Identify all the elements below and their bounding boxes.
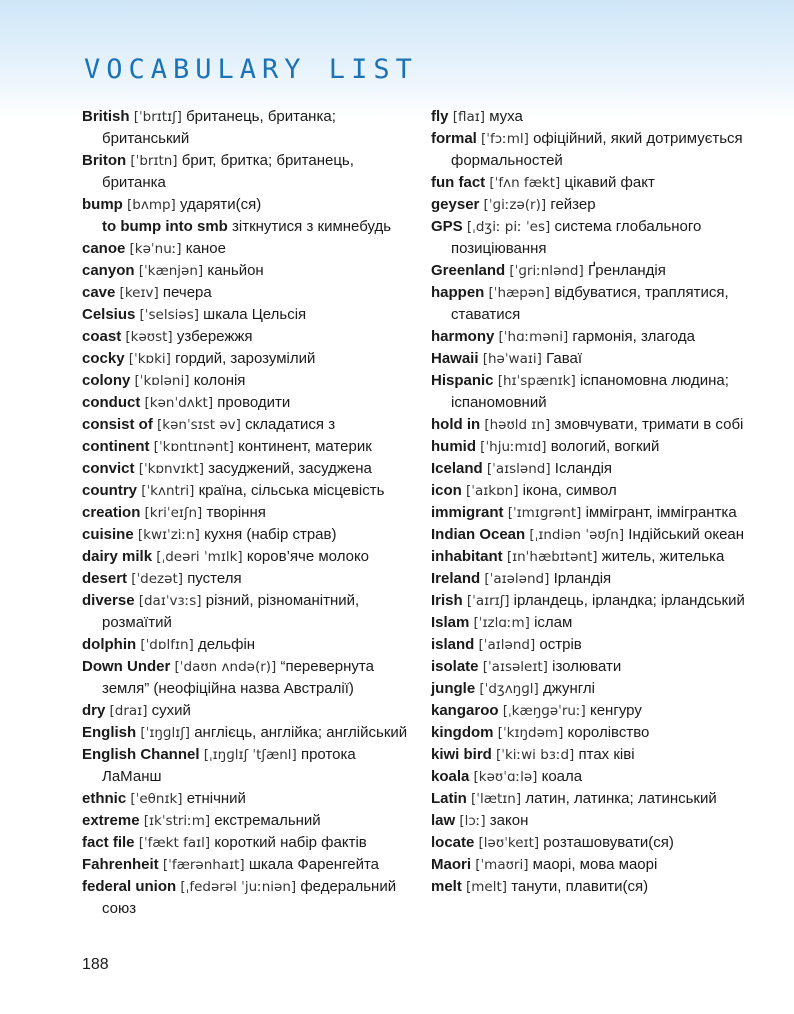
- vocabulary-entry: [431, 502, 771, 524]
- vocabulary-column-right: [431, 106, 771, 898]
- entry-translation: вологий, вогкий: [550, 438, 660, 455]
- entry-headword: dry: [82, 702, 106, 719]
- entry-translation: латин, латинка; латинський: [525, 790, 717, 807]
- entry-translation: шкала Цельсія: [203, 306, 307, 323]
- vocabulary-entry: [431, 876, 771, 898]
- vocabulary-entry: [82, 788, 412, 810]
- vocabulary-entry: [82, 634, 412, 656]
- entry-translation: Гаваї: [546, 350, 583, 367]
- vocabulary-entry: [431, 634, 771, 656]
- entry-headword: English Channel: [82, 746, 200, 763]
- entry-translation: каньйон: [207, 262, 264, 279]
- entry-headword: country: [82, 482, 138, 499]
- vocabulary-entry: [82, 810, 412, 832]
- entry-headword: Maori: [431, 856, 472, 873]
- entry-headword: kiwi bird: [431, 746, 492, 763]
- entry-headword: canyon: [82, 262, 135, 279]
- vocabulary-entry: [431, 436, 771, 458]
- vocabulary-entry: [82, 568, 412, 590]
- entry-transcription: [ˌdʒiː piː ˈes]: [466, 219, 551, 235]
- entry-headword: Ireland: [431, 570, 481, 587]
- entry-headword: ethnic: [82, 790, 127, 807]
- entry-transcription: [ˌdeəri ˈmɪlk]: [156, 549, 243, 565]
- entry-translation: джунглі: [543, 680, 595, 697]
- entry-translation: житель, жителька: [601, 548, 725, 565]
- entry-transcription: [kənˈdʌkt]: [144, 395, 214, 411]
- entry-translation: зіткнутися з кимнебудь: [232, 218, 392, 235]
- entry-headword: diverse: [82, 592, 135, 609]
- vocabulary-entry: [431, 524, 771, 546]
- entry-translation: складатися з: [245, 416, 336, 433]
- vocabulary-entry: [82, 876, 412, 920]
- entry-translation: гейзер: [550, 196, 596, 213]
- entry-transcription: [ˈɪmɪɡrənt]: [507, 505, 582, 521]
- vocabulary-entry: [82, 832, 412, 854]
- entry-headword: kangaroo: [431, 702, 499, 719]
- vocabulary-entry: [431, 700, 771, 722]
- entry-transcription: [həˈwaɪi]: [482, 351, 542, 367]
- entry-translation: кухня (набір страв): [204, 526, 337, 543]
- entry-translation: система глобального позиціювання: [451, 218, 702, 257]
- entry-transcription: [ˈkɒntɪnənt]: [153, 439, 234, 455]
- entry-transcription: [kəˈnuː]: [129, 241, 182, 257]
- vocabulary-entry: [431, 172, 771, 194]
- entry-transcription: [ˈeθnɪk]: [130, 791, 183, 807]
- vocabulary-entry: [431, 656, 771, 678]
- vocabulary-entry: [82, 304, 412, 326]
- entry-translation: іспаномовна людина; іспаномовний: [451, 372, 729, 411]
- vocabulary-entry: [82, 326, 412, 348]
- entry-headword: formal: [431, 130, 477, 147]
- entry-headword: desert: [82, 570, 128, 587]
- entry-translation: Індійський океан: [628, 526, 745, 543]
- entry-transcription: [ləʊˈkeɪt]: [478, 835, 540, 851]
- entry-translation: пустеля: [187, 570, 242, 587]
- entry-translation: печера: [162, 284, 212, 301]
- entry-transcription: [ˌkæŋɡəˈruː]: [502, 703, 586, 719]
- entry-transcription: [kəʊˈɑːlə]: [473, 769, 538, 785]
- entry-translation: каное: [185, 240, 226, 257]
- entry-headword: British: [82, 108, 130, 125]
- vocabulary-entry: [82, 656, 412, 700]
- entry-translation: розташовувати(ся): [543, 834, 674, 851]
- entry-translation: узбережжя: [176, 328, 253, 345]
- entry-translation: коала: [541, 768, 583, 785]
- vocabulary-entry: [431, 854, 771, 876]
- entry-headword: Indian Ocean: [431, 526, 526, 543]
- entry-transcription: [ˈɪzlɑːm]: [473, 615, 530, 631]
- entry-transcription: [ˌɪndiən ˈəʊʃn]: [529, 527, 625, 543]
- entry-headword: geyser: [431, 196, 480, 213]
- entry-transcription: [melt]: [466, 879, 508, 895]
- entry-headword: coast: [82, 328, 122, 345]
- vocabulary-entry: [431, 612, 771, 634]
- entry-translation: ірландець, ірландка; ірландський: [513, 592, 745, 609]
- entry-headword: colony: [82, 372, 131, 389]
- entry-transcription: [ˈaɪələnd]: [484, 571, 550, 587]
- vocabulary-entry: [431, 744, 771, 766]
- vocabulary-entry: [431, 546, 771, 568]
- vocabulary-entry: [82, 524, 412, 546]
- entry-transcription: [ɪkˈstriːm]: [143, 813, 211, 829]
- entry-transcription: [flaɪ]: [452, 109, 486, 125]
- entry-transcription: [lɔː]: [459, 813, 486, 829]
- entry-translation: птах ківі: [578, 746, 635, 763]
- entry-headword: locate: [431, 834, 475, 851]
- entry-transcription: [ˈfʌn fækt]: [489, 175, 561, 191]
- entry-translation: проводити: [217, 394, 291, 411]
- entry-transcription: [ˈɡiːzə(r)]: [483, 197, 547, 213]
- entry-transcription: [ˌfedərəl ˈjuːniən]: [180, 879, 297, 895]
- vocabulary-entry: [82, 348, 412, 370]
- entry-headword: cuisine: [82, 526, 134, 543]
- vocabulary-entry: [82, 150, 412, 194]
- entry-transcription: [ˈdezət]: [131, 571, 184, 587]
- entry-translation: відбуватися, траплятися, ставатися: [451, 284, 729, 323]
- entry-transcription: [həʊld ɪn]: [484, 417, 551, 433]
- entry-headword: fact file: [82, 834, 135, 851]
- entry-translation: сухий: [151, 702, 191, 719]
- vocabulary-entry: [82, 502, 412, 524]
- vocabulary-entry: [82, 546, 412, 568]
- entry-headword: Iceland: [431, 460, 483, 477]
- entry-transcription: [hɪˈspænɪk]: [497, 373, 576, 389]
- entry-transcription: [kənˈsɪst əv]: [157, 417, 241, 433]
- entry-transcription: [ˈdʒʌŋɡl]: [479, 681, 539, 697]
- entry-headword: dolphin: [82, 636, 137, 653]
- entry-headword: to bump into smb: [102, 218, 228, 235]
- entry-headword: koala: [431, 768, 470, 785]
- entry-headword: jungle: [431, 680, 476, 697]
- entry-transcription: [keɪv]: [119, 285, 159, 301]
- entry-transcription: [ˈɪŋɡlɪʃ]: [140, 725, 191, 741]
- vocabulary-entry: [82, 106, 412, 150]
- entry-transcription: [ˈfækt faɪl]: [138, 835, 211, 851]
- entry-transcription: [daɪˈvɜːs]: [138, 593, 202, 609]
- page-number: 188: [82, 956, 109, 973]
- entry-transcription: [ˈaɪslənd]: [486, 461, 551, 477]
- vocabulary-entry: [82, 700, 412, 722]
- vocabulary-entry: [431, 722, 771, 744]
- entry-headword: law: [431, 812, 456, 829]
- entry-translation: етнічний: [186, 790, 246, 807]
- entry-headword: melt: [431, 878, 462, 895]
- entry-headword: Celsius: [82, 306, 136, 323]
- entry-transcription: [ɪnˈhæbɪtənt]: [506, 549, 598, 565]
- vocabulary-entry: [82, 370, 412, 392]
- entry-translation: британець, британка; британський: [102, 108, 336, 147]
- vocabulary-entry: [431, 216, 771, 260]
- entry-headword: Irish: [431, 592, 463, 609]
- entry-translation: іммігрант, іммігрантка: [585, 504, 737, 521]
- entry-translation: Ірландія: [553, 570, 612, 587]
- entry-translation: брит, бритка; британець, британка: [102, 152, 354, 191]
- entry-headword: Briton: [82, 152, 127, 169]
- vocabulary-entry: [82, 854, 412, 876]
- entry-transcription: [ˈkɪŋdəm]: [497, 725, 564, 741]
- entry-translation: цікавий факт: [564, 174, 655, 191]
- vocabulary-entry: [82, 744, 412, 788]
- vocabulary-entry: [431, 788, 771, 810]
- entry-headword: fly: [431, 108, 449, 125]
- entry-headword: Down Under: [82, 658, 171, 675]
- entry-translation: маорі, мова маорі: [532, 856, 658, 873]
- entry-translation: шкала Фаренгейта: [248, 856, 379, 873]
- entry-transcription: [ˈkʌntri]: [141, 483, 195, 499]
- entry-transcription: [ˈfærənhaɪt]: [162, 857, 245, 873]
- entry-transcription: [ˈaɪrɪʃ]: [466, 593, 510, 609]
- entry-transcription: [ˈkɒki]: [128, 351, 171, 367]
- vocabulary-entry: [82, 436, 412, 458]
- vocabulary-entry: [82, 194, 412, 216]
- entry-headword: federal union: [82, 878, 177, 895]
- vocabulary-entry: [82, 480, 412, 502]
- entry-headword: Islam: [431, 614, 470, 631]
- entry-headword: happen: [431, 284, 485, 301]
- entry-transcription: [ˌɪŋɡlɪʃ ˈtʃænl]: [203, 747, 297, 763]
- entry-transcription: [bʌmp]: [127, 197, 176, 213]
- entry-headword: humid: [431, 438, 476, 455]
- vocabulary-entry: [431, 766, 771, 788]
- entry-transcription: [ˈdɒlfɪn]: [140, 637, 194, 653]
- entry-translation: Ісландія: [554, 460, 613, 477]
- entry-headword: kingdom: [431, 724, 494, 741]
- entry-headword: conduct: [82, 394, 141, 411]
- entry-translation: королівство: [567, 724, 650, 741]
- vocabulary-entry: [431, 194, 771, 216]
- entry-translation: острів: [539, 636, 582, 653]
- entry-transcription: [ˈfɔːml]: [481, 131, 529, 147]
- entry-headword: Greenland: [431, 262, 506, 279]
- entry-transcription: [ˈaɪlənd]: [478, 637, 536, 653]
- entry-translation: засуджений, засуджена: [208, 460, 372, 477]
- entry-headword: icon: [431, 482, 462, 499]
- vocabulary-entry: [431, 348, 771, 370]
- entry-translation: короткий набір фактів: [214, 834, 367, 851]
- entry-headword: immigrant: [431, 504, 504, 521]
- entry-headword: creation: [82, 504, 141, 521]
- vocabulary-entry: [82, 238, 412, 260]
- entry-transcription: [ˈɡriːnlənd]: [509, 263, 584, 279]
- entry-translation: кенгуру: [589, 702, 642, 719]
- entry-headword: Fahrenheit: [82, 856, 159, 873]
- vocabulary-entry: [431, 414, 771, 436]
- entry-translation: країна, сільська місцевість: [198, 482, 385, 499]
- entry-translation: ікона, символ: [522, 482, 617, 499]
- entry-translation: гармонія, злагода: [572, 328, 695, 345]
- vocabulary-column-left: [82, 106, 412, 920]
- entry-translation: гордий, зарозумілий: [175, 350, 316, 367]
- vocabulary-entry: [431, 260, 771, 282]
- entry-headword: inhabitant: [431, 548, 503, 565]
- vocabulary-entry: [82, 216, 412, 238]
- entry-transcription: [ˈaɪsəleɪt]: [482, 659, 548, 675]
- entry-transcription: [ˈbrɪtn]: [130, 153, 178, 169]
- vocabulary-entry: [82, 722, 412, 744]
- entry-transcription: [ˈhɑːməni]: [498, 329, 569, 345]
- vocabulary-entry: [82, 282, 412, 304]
- vocabulary-entry: [431, 106, 771, 128]
- entry-headword: cave: [82, 284, 116, 301]
- entry-translation: іслам: [534, 614, 573, 631]
- entry-translation: коров’яче молоко: [246, 548, 370, 565]
- vocabulary-entry: [431, 480, 771, 502]
- entry-translation: “перевернута земля” (неофіційна назва Австралії): [102, 658, 374, 697]
- entry-transcription: [ˈkɒləni]: [134, 373, 190, 389]
- entry-headword: hold in: [431, 416, 481, 433]
- vocabulary-entry: [431, 326, 771, 348]
- entry-transcription: [kəʊst]: [125, 329, 173, 345]
- entry-translation: англієць, англійка; англійський: [194, 724, 408, 741]
- vocabulary-entry: [431, 282, 771, 326]
- entry-transcription: [ˈlætɪn]: [471, 791, 522, 807]
- entry-transcription: [ˈhjuːmɪd]: [480, 439, 547, 455]
- entry-headword: English: [82, 724, 137, 741]
- entry-translation: дельфін: [197, 636, 256, 653]
- entry-translation: різний, різноманітний, розмаїтий: [102, 592, 360, 631]
- entry-translation: колонія: [193, 372, 246, 389]
- entry-headword: fun fact: [431, 174, 486, 191]
- entry-headword: bump: [82, 196, 123, 213]
- vocabulary-entry: [82, 392, 412, 414]
- entry-translation: екстремальний: [214, 812, 321, 829]
- entry-transcription: [kwɪˈziːn]: [137, 527, 200, 543]
- entry-translation: закон: [489, 812, 529, 829]
- vocabulary-entry: [431, 590, 771, 612]
- vocabulary-entry: [82, 414, 412, 436]
- entry-headword: convict: [82, 460, 135, 477]
- entry-transcription: [ˈkænjən]: [138, 263, 204, 279]
- entry-transcription: [ˈselsiəs]: [139, 307, 199, 323]
- entry-headword: canoe: [82, 240, 126, 257]
- entry-translation: офіційний, який дотримується формальностей: [451, 130, 743, 169]
- entry-translation: змовчувати, тримати в собі: [554, 416, 744, 433]
- entry-headword: harmony: [431, 328, 495, 345]
- entry-transcription: [ˈhæpən]: [488, 285, 551, 301]
- vocabulary-entry: [431, 458, 771, 480]
- page-title: VOCABULARY LIST: [84, 54, 418, 85]
- entry-transcription: [ˈbrɪtɪʃ]: [133, 109, 182, 125]
- entry-transcription: [ˈkiːwi bɜːd]: [496, 747, 575, 763]
- entry-translation: Ґренландія: [587, 262, 666, 279]
- vocabulary-entry: [431, 370, 771, 414]
- vocabulary-entry: [431, 832, 771, 854]
- entry-translation: творіння: [206, 504, 266, 521]
- entry-transcription: [ˈmaʊri]: [475, 857, 529, 873]
- entry-headword: Hawaii: [431, 350, 479, 367]
- entry-headword: dairy milk: [82, 548, 153, 565]
- entry-translation: федеральний союз: [102, 878, 397, 917]
- entry-transcription: [kriˈeɪʃn]: [144, 505, 203, 521]
- entry-translation: ізолювати: [552, 658, 622, 675]
- entry-transcription: [ˈkɒnvɪkt]: [138, 461, 204, 477]
- entry-headword: island: [431, 636, 475, 653]
- entry-headword: GPS: [431, 218, 463, 235]
- entry-headword: consist of: [82, 416, 153, 433]
- entry-translation: протока ЛаМанш: [102, 746, 356, 785]
- vocabulary-entry: [82, 590, 412, 634]
- entry-headword: isolate: [431, 658, 479, 675]
- entry-transcription: [ˈaɪkɒn]: [466, 483, 519, 499]
- entry-translation: муха: [489, 108, 523, 125]
- entry-transcription: [draɪ]: [109, 703, 148, 719]
- entry-headword: continent: [82, 438, 150, 455]
- entry-translation: континент, материк: [238, 438, 372, 455]
- vocabulary-entry: [431, 678, 771, 700]
- entry-headword: Hispanic: [431, 372, 494, 389]
- entry-translation: танути, плавити(ся): [511, 878, 649, 895]
- entry-headword: cocky: [82, 350, 125, 367]
- entry-translation: ударяти(ся): [179, 196, 262, 213]
- vocabulary-entry: [431, 128, 771, 172]
- entry-headword: extreme: [82, 812, 140, 829]
- vocabulary-entry: [82, 260, 412, 282]
- vocabulary-entry: [431, 810, 771, 832]
- vocabulary-entry: [431, 568, 771, 590]
- entry-headword: Latin: [431, 790, 467, 807]
- vocabulary-entry: [82, 458, 412, 480]
- entry-transcription: [ˈdaʊn ʌndə(r)]: [174, 659, 277, 675]
